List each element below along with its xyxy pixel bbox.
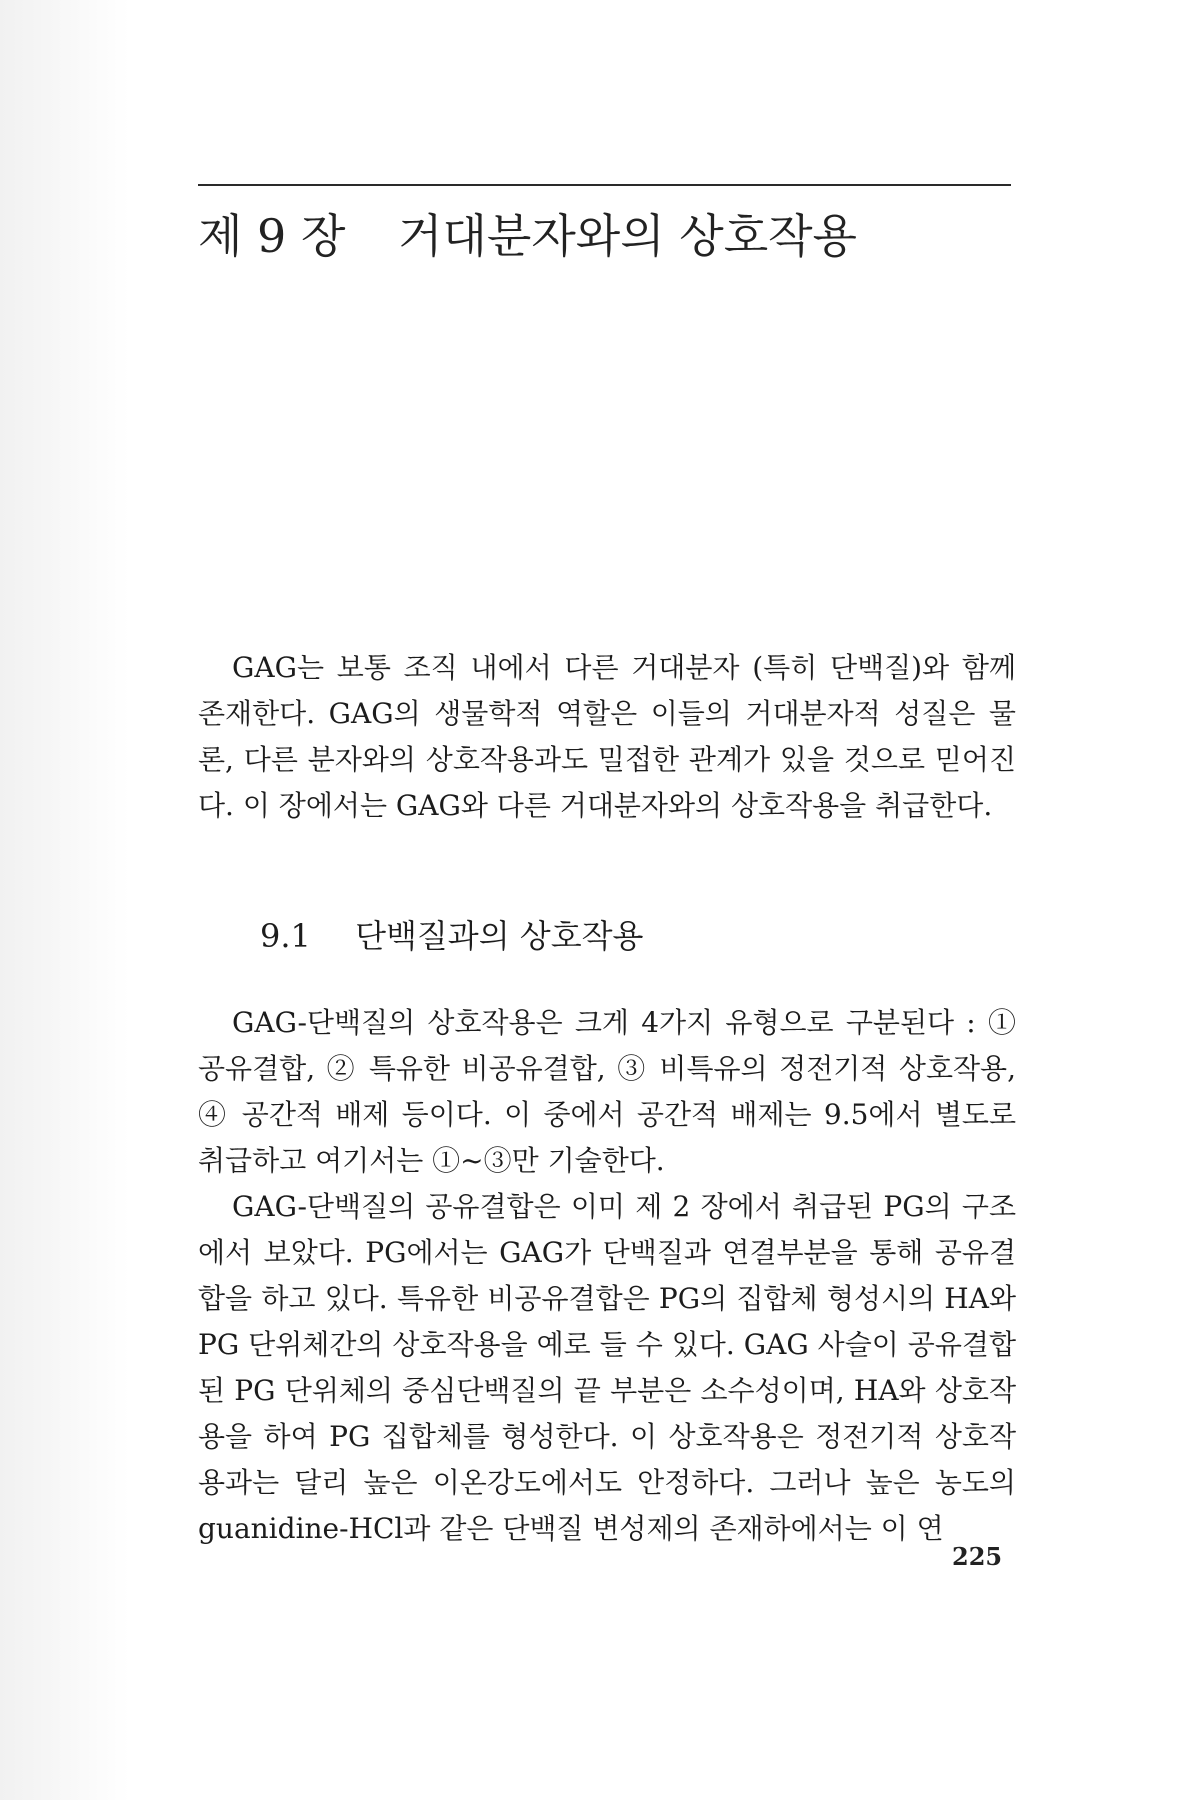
section-heading — [260, 912, 643, 960]
body-paragraph: GAG-단백질의 공유결합은 이미 제 2 장에서 취급된 PG의 구조에서 보았다. PG에서는 GAG가 단백질과 연결부분을 통해 공유결합을 하고 있다. 특유한 비공유결합은 PG의 집합체 형성시의 HA와 PG 단위체간의 상호작용을 예로 들 수 있다. GAG 사슬이 공유결합된 PG 단위체의 중심단백질의 끝 부분은 소수성이며, HA와 상호작용을 하여 PG 집합체를 형성한다. 이 상호작용은 정전기적 상호작용과는 달리 높은 이온강도에서도 안정하다. 그러나 높은 농도의 guanidine-HCl과 같은 단백질 변성제의 존재하에서는 이 연 — [198, 1190, 1016, 1545]
chapter-rule — [198, 184, 1011, 186]
intro-paragraph: GAG는 보통 조직 내에서 다른 거대분자 (특히 단백질)와 함께 존재한다. GAG의 생물학적 역할은 이들의 거대분자적 성질은 물론, 다른 분자와의 상호작용과도 밀접한 관계가 있을 것으로 믿어진다. 이 장에서는 GAG와 다른 거대분자와의 상호작용을 취급한다. — [198, 651, 1016, 822]
section-number: 9.1 — [260, 917, 311, 955]
page-number: 225 — [952, 1542, 1003, 1571]
body-paragraph: GAG-단백질의 상호작용은 크게 4가지 유형으로 구분된다 : ① 공유결합, ② 특유한 비공유결합, ③ 비특유의 정전기적 상호작용, ④ 공간적 배제 등이다. 이 중에서 공간적 배제는 9.5에서 별도로 취급하고 여기서는 ①~③만 기술한다. — [198, 1006, 1016, 1177]
scan-shadow — [0, 0, 130, 1800]
section-title: 단백질과의 상호작용 — [355, 917, 644, 955]
chapter-heading — [198, 206, 1018, 266]
intro-text — [198, 645, 1016, 829]
body-text — [198, 1000, 1016, 1552]
chapter-title: 거대분자와의 상호작용 — [398, 209, 857, 263]
chapter-number: 제 9 장 — [198, 209, 346, 263]
